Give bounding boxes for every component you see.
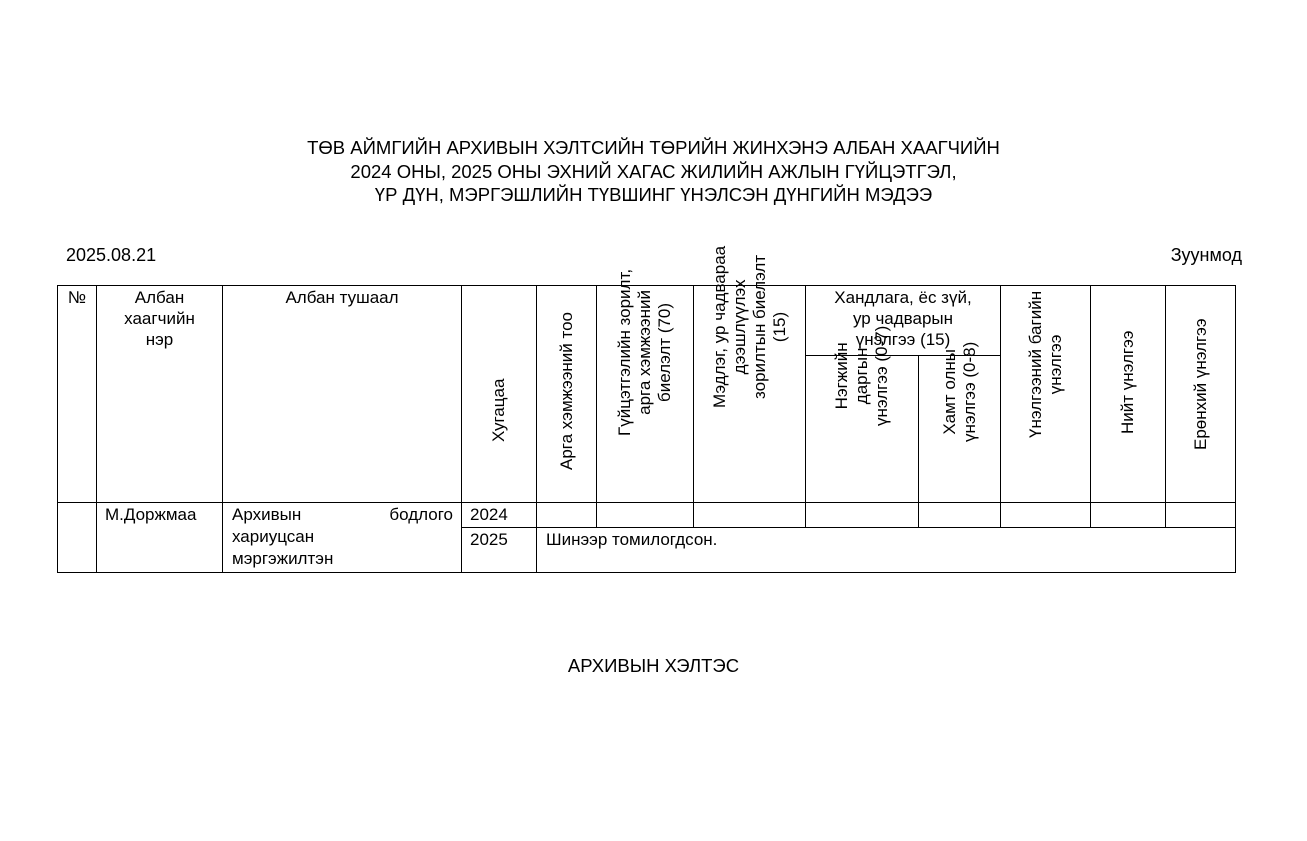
cell-overall-2024 (1166, 503, 1236, 528)
header-unit-head-text: Нэгжийн даргын үнэлгээ (0-7) (832, 325, 891, 426)
header-performance (597, 268, 694, 503)
header-performance-text: Гүйцэтгэлийн зорилт, арга хэмжээний биелэлт (70) (615, 268, 674, 436)
title-line-1: ТӨВ АЙМГИЙН АРХИВЫН ХЭЛТСИЙН ТӨРИЙН ЖИНХЭНЭ АЛБАН ХААГЧИЙН (307, 137, 1000, 158)
row-position-line1: Архивын бодлого (232, 505, 453, 524)
row-position (223, 503, 462, 573)
header-overall: Ерөнхий үнэлгээ (1166, 286, 1236, 503)
row-name: М.Доржмаа (97, 503, 223, 573)
header-position: Албан тушаал (223, 286, 462, 503)
title-line-2: 2024 ОНЫ, 2025 ОНЫ ЭХНИЙ ХАГАС ЖИЛИЙН АЖЛЫН ГҮЙЦЭТГЭЛ, (350, 160, 957, 182)
period-2025: 2025 (462, 528, 537, 573)
cell-peer-2024 (919, 503, 1001, 528)
header-no: № (58, 286, 97, 503)
document-place: Зуунмод (1170, 245, 1242, 265)
header-period: Хугацаа (462, 286, 537, 503)
note-2025: Шинээр томилогдсон. (537, 528, 1236, 573)
header-team-text: Үнэлгээний багийн үнэлгээ (1025, 290, 1065, 438)
row-position-rest: хариуцсан мэргэжилтэн (232, 527, 334, 568)
header-name: Албан хаагчийн нэр (97, 286, 223, 503)
period-2024: 2024 (462, 503, 537, 528)
document-title (0, 136, 1307, 207)
header-total: Нийт үнэлгээ (1091, 286, 1166, 503)
cell-team-2024 (1001, 503, 1091, 528)
cell-performance-2024 (597, 503, 694, 528)
row-no (58, 503, 97, 573)
header-team (1001, 286, 1091, 503)
header-peer-text: Хамт олны үнэлгээ (0-8) (939, 341, 979, 442)
header-unit-head (806, 325, 919, 503)
cell-unit-head-2024 (806, 503, 919, 528)
header-measures: Арга хэмжээний тоо (537, 286, 597, 503)
title-line-3: ҮР ДҮН, МЭРГЭШЛИЙН ТҮВШИНГ ҮНЭЛСЭН ДҮНГИЙН МЭДЭЭ (374, 184, 933, 205)
cell-knowledge-2024 (694, 503, 806, 528)
cell-measures-2024 (537, 503, 597, 528)
footer-department: АРХИВЫН ХЭЛТЭС (567, 655, 740, 676)
header-attitude-group: Хандлага, ёс зүй, ур чадварын үнэлгээ (15) (806, 286, 1001, 356)
table-row (58, 503, 1236, 528)
header-knowledge (694, 245, 806, 503)
document-date: 2025.08.21 (66, 245, 157, 265)
header-peer (919, 341, 1001, 503)
header-knowledge-text: Мэдлэг, ур чадвараа дээшлүүлэх зорилтын биелэлт (15) (709, 245, 789, 408)
cell-total-2024 (1091, 503, 1166, 528)
